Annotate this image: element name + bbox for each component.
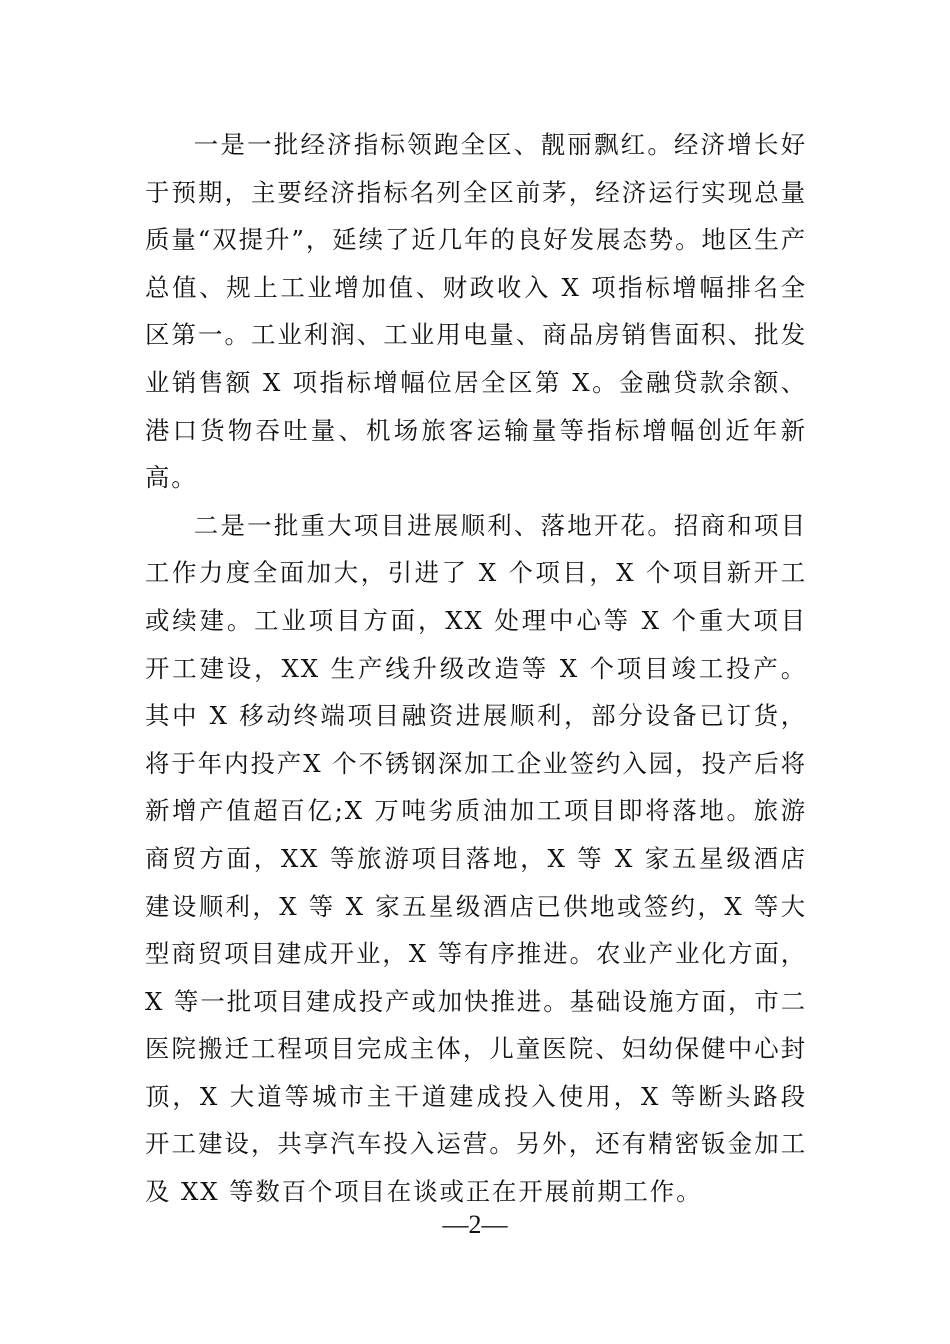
paragraph-major-projects: 二是一批重大项目进展顺利、落地开花。招商和项目工作力度全面加大，引进了 X 个项目，X 个项目新开工或续建。工业项目方面，XX 处理中心等 X 个重大项目开工建设，XX 生产线升级改造等 X 个项目竣工投产。其中 X 移动终端项目融资进展顺利，部分设备已订货，将于年内投产X 个不锈钢深加工企业签约入园，投产后将新增产值超百亿;X 万吨劣质油加工项目即将落地。旅游商贸方面，XX 等旅游项目落地，X 等 X 家五星级酒店建设顺利，X 等 X 家五星级酒店已供地或签约，X 等大型商贸项目建成开业，X 等有序推进。农业产业化方面，X 等一批项目建成投产或加快推进。基础设施方面，市二医院搬迁工程项目完成主体，儿童医院、妇幼保健中心封顶，X 大道等城市主干道建成投入使用，X 等断头路段开工建设，共享汽车投入运营。另外，还有精密钣金加工及 XX 等数百个项目在谈或正在开展前期工作。 xyxy=(145,510,807,1207)
page-number: —2— xyxy=(442,1210,508,1239)
paragraph-economic-indicators: 一是一批经济指标领跑全区、靓丽飘红。经济增长好于预期，主要经济指标名列全区前茅，经济运行实现总量质量“双提升”，延续了近几年的良好发展态势。地区生产总值、规上工业增加值、财政收入 X 项指标增幅排名全区第一。工业利润、工业用电量、商品房销售面积、批发业销售额 X 项指标增幅位居全区第 X。金融贷款余额、港口货物吞吐量、机场旅客运输量等指标增幅创近年新高。 xyxy=(145,130,807,493)
body-text xyxy=(145,121,807,1216)
